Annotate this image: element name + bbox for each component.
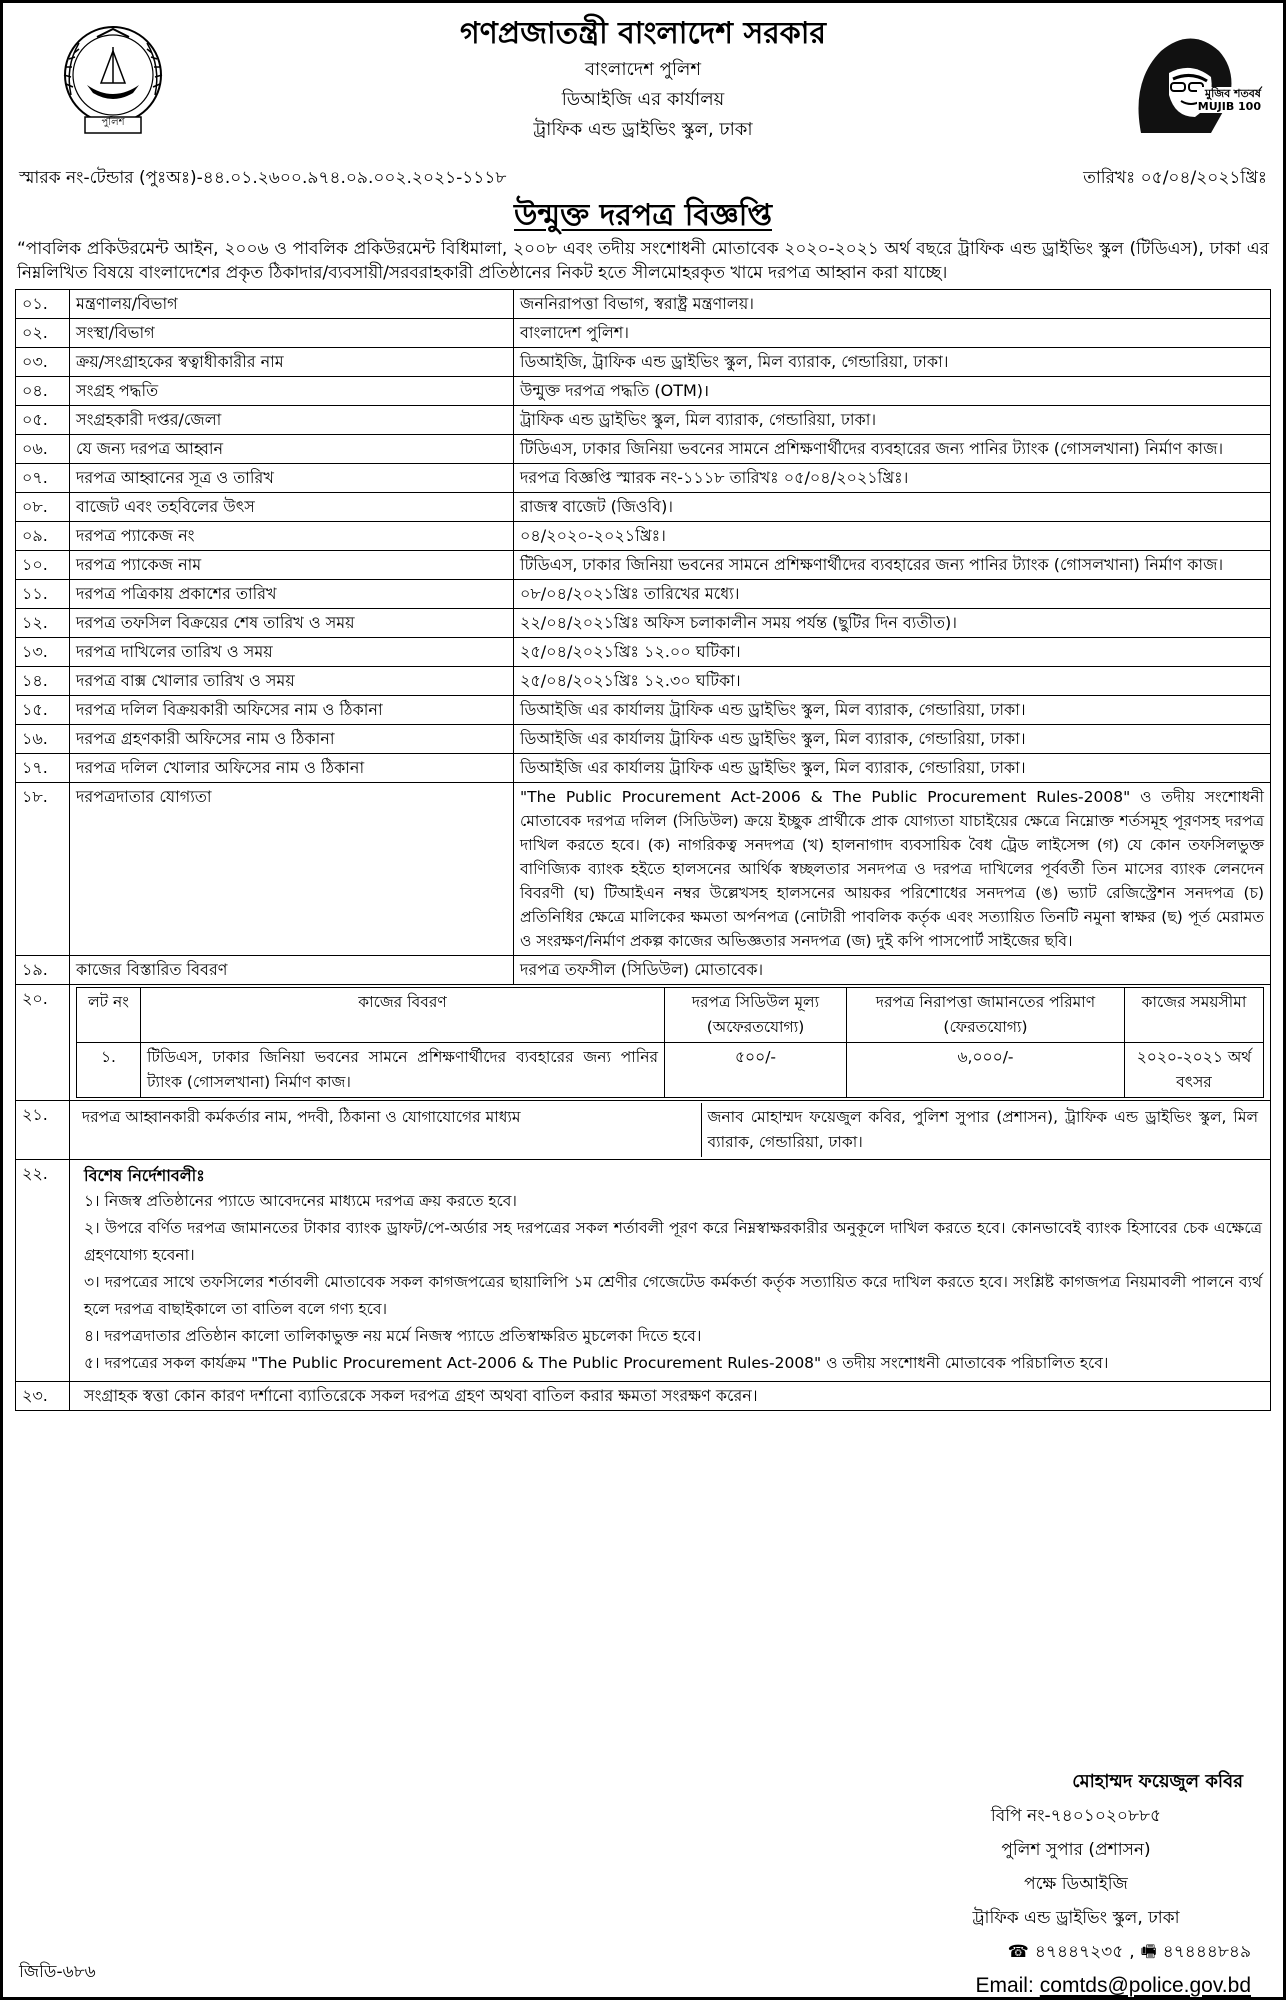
- row-label: দরপত্র গ্রহণকারী অফিসের নাম ও ঠিকানা: [70, 725, 514, 754]
- instruction-item: ৪। দরপত্রদাতার প্রতিষ্ঠান কালো তালিকাভুক্ত নয় মর্মে নিজস্ব প্যাডে প্রতিস্বাক্ষরিত মুচলেকা দিতে হবে।: [84, 1327, 702, 1345]
- row-value: ডিআইজি এর কার্যালয় ট্রাফিক এন্ড ড্রাইভিং স্কুল, মিল ব্যারাক, গেন্ডারিয়া, ঢাকা।: [514, 696, 1271, 725]
- row-value: ০৪/২০২০-২০২১খ্রিঃ।: [514, 522, 1271, 551]
- row-value: ২৫/০৪/২০২১খ্রিঃ ১২.০০ ঘটিকা।: [514, 638, 1271, 667]
- police-name: বাংলাদেশ পুলিশ: [584, 59, 702, 80]
- notice-title: উন্মুক্ত দরপত্র বিজ্ঞপ্তি: [513, 198, 772, 233]
- table-row: [16, 290, 1271, 319]
- row-value: ডিআইজি এর কার্যালয় ট্রাফিক এন্ড ড্রাইভিং স্কুল, মিল ব্যারাক, গেন্ডারিয়া, ঢাকা।: [514, 754, 1271, 783]
- row-number: ০২.: [16, 319, 70, 348]
- row-value: উন্মুক্ত দরপত্র পদ্ধতি (OTM)।: [514, 377, 1271, 406]
- row-number: ১১.: [16, 580, 70, 609]
- table-row: [16, 348, 1271, 377]
- row-value: বাংলাদেশ পুলিশ।: [514, 319, 1271, 348]
- table-row: [16, 377, 1271, 406]
- time-limit: ২০২০-২০২১ অর্থ বৎসর: [1125, 1043, 1264, 1098]
- lot-table: [76, 987, 1264, 1098]
- row-number: ১২.: [16, 609, 70, 638]
- lot-header-row: [77, 988, 1264, 1043]
- row-value: টিডিএস, ঢাকার জিনিয়া ভবনের সামনে প্রশিক্ষণার্থীদের ব্যবহারের জন্য পানির ট্যাংক (গোসলখানা) নির্মাণ কাজ।: [514, 551, 1271, 580]
- row-number: ১৮.: [16, 783, 70, 956]
- row-label: দরপত্র তফসিল বিক্রয়ের শেষ তারিখ ও সময়: [70, 609, 514, 638]
- table-row: [16, 319, 1271, 348]
- row-number: ০৪.: [16, 377, 70, 406]
- instruction-item: ৩। দরপত্রের সাথে তফসিলের শর্তাবলী মোতাবেক সকল কাগজপত্রের ছায়ালিপি ১ম শ্রেণীর গেজেটেড কর্মকর্তা কর্তৃক সত্যায়িত করে দাখিল করতে হবে। সংশ্লিষ্ট কাগজপত্র নিয়মাবলী পালনে ব্যর্থ হলে দরপত্র বাছাইকালে তা বাতিল বলে গণ্য হবে।: [84, 1273, 1262, 1318]
- reference-row: [19, 165, 1267, 193]
- signatory-behalf: পক্ষে ডিআইজি: [1024, 1874, 1128, 1894]
- row-value: ০৮/০৪/২০২১খ্রিঃ তারিখের মধ্যে।: [514, 580, 1271, 609]
- email-link[interactable]: comtds@police.gov.bd: [1039, 1974, 1251, 1997]
- tender-rows-tail: [16, 985, 1271, 1411]
- row-label: বাজেট এবং তহবিলের উৎস: [70, 493, 514, 522]
- fax-icon: 🖷: [1140, 1942, 1157, 1962]
- row-number: ২১.: [16, 1101, 70, 1160]
- row-label: দরপত্র বাক্স খোলার তারিখ ও সময়: [70, 667, 514, 696]
- letterhead: [15, 13, 1271, 188]
- row-number: ০৬.: [16, 435, 70, 464]
- table-row: [16, 609, 1271, 638]
- officer-table: [76, 1103, 1264, 1157]
- table-row: [16, 435, 1271, 464]
- row-number: ১৭.: [16, 754, 70, 783]
- row-number: ০৭.: [16, 464, 70, 493]
- table-row: [16, 696, 1271, 725]
- row-number: ১৯.: [16, 956, 70, 985]
- special-instructions: [70, 1160, 1271, 1382]
- special-instructions-title: বিশেষ নির্দেশাবলীঃ: [84, 1166, 205, 1185]
- signatory-designation: পুলিশ সুপার (প্রশাসন): [1001, 1840, 1151, 1860]
- row-label: দরপত্র আহ্বানকারী কর্মকর্তার নাম, পদবী, ঠিকানা ও যোগাযোগের মাধ্যম: [76, 1103, 701, 1157]
- row-number: ২৩.: [16, 1382, 70, 1411]
- table-row: [16, 725, 1271, 754]
- row-value: ট্রাফিক এন্ড ড্রাইভিং স্কুল, মিল ব্যারাক, গেন্ডারিয়া, ঢাকা।: [514, 406, 1271, 435]
- row-number: ১৩.: [16, 638, 70, 667]
- row-number: ০৮.: [16, 493, 70, 522]
- row-label: দরপত্র প্যাকেজ নাম: [70, 551, 514, 580]
- table-row: [16, 956, 1271, 985]
- row-label: দরপত্র প্যাকেজ নং: [70, 522, 514, 551]
- office-name: ডিআইজি এর কার্যালয়: [561, 89, 725, 110]
- row-value: "The Public Procurement Act-2006 & The Public Procurement Rules-2008" ও তদীয় সংশোধনী মোতাবেক দরপত্র দলিল (সিডিউল) ক্রয়ে ইচ্ছুক প্রার্থীকে প্রাক যোগ্যতা যাচাইয়ের ক্ষেত্রে নিম্নোক্ত শর্তসমূহ পূরণসহ দরপত্র দাখিল করতে হবে। (ক) নাগরিকত্ব সনদপত্র (খ) হালনাগাদ ব্যবসায়িক বৈধ ট্রেড লাইসেন্স (গ) যে কোন তফসিলভুক্ত বাণিজ্যিক ব্যাংক হইতে হালসনের আর্থিক স্বচ্ছলতার সনদপত্র ও দরপত্র দাখিলের পূর্ববর্তী তিন মাসের ব্যাংক লেনদেন বিবরণী (ঘ) টিআইএন নম্বর উল্লেখসহ হালসনের আয়কর পরিশোধের সনদপত্র (ঙ) ভ্যাট রেজিস্ট্রেশন সনদপত্র (চ) প্রতিনিধির ক্ষেত্রে মালিকের ক্ষমতা অর্পনপত্র (নোটারী পাবলিক কর্তৃক এবং সত্যায়িত তিনটি নমুনা স্বাক্ষর (ছ) পূর্ত মেরামত ও সংরক্ষণ/নির্মাণ প্রকল্প কাজের অভিজ্ঞতার সনদপত্র (জ) দুই কপি পাসপোর্ট সাইজের ছবি।: [514, 783, 1271, 956]
- table-row: [16, 522, 1271, 551]
- row-number: ১০.: [16, 551, 70, 580]
- lot-header-lot-no: লট নং: [77, 988, 141, 1043]
- table-row: [16, 754, 1271, 783]
- email-line: [781, 1969, 1261, 2000]
- signatory-bp: বিপি নং-৭৪০১০২০৮৮৫: [990, 1806, 1162, 1826]
- contact-line: [781, 1935, 1261, 1969]
- row-number: ০৩.: [16, 348, 70, 377]
- row-number: ১৬.: [16, 725, 70, 754]
- instruction-item: ১। নিজস্ব প্রতিষ্ঠানের প্যাডে আবেদনের মাধ্যমে দরপত্র ক্রয় করতে হবে।: [84, 1192, 517, 1210]
- gd-number: জিডি-৬৮৬: [19, 1962, 96, 1982]
- phone-number: ৪৭৪৪৭২৩৫: [1034, 1942, 1124, 1962]
- signatory-office: ট্রাফিক এন্ড ড্রাইভিং স্কুল, ঢাকা: [972, 1908, 1180, 1928]
- officer-cell: [70, 1101, 1271, 1160]
- row-number: ০৫.: [16, 406, 70, 435]
- row-label: দরপত্র দলিল খোলার অফিসের নাম ও ঠিকানা: [70, 754, 514, 783]
- row-value: টিডিএস, ঢাকার জিনিয়া ভবনের সামনে প্রশিক্ষণার্থীদের ব্যবহারের জন্য পানির ট্যাংক (গোসলখানা) নির্মাণ কাজ।: [514, 435, 1271, 464]
- intro-paragraph: “পাবলিক প্রকিউরমেন্ট আইন, ২০০৬ ও পাবলিক প্রকিউরমেন্ট বিধিমালা, ২০০৮ এবং তদীয় সংশোধনী মোতাবেক ২০২০-২০২১ অর্থ বছরে ট্রাফিক এন্ড ড্রাইভিং স্কুল (টিডিএস), ঢাকা এর নিম্নলিখিত বিষয়ে বাংলাদেশের প্রকৃত ঠিকাদার/ব্যবসায়ী/সরবরাহকারী প্রতিষ্ঠানের নিকট হতে সীলমোহরকৃত খামে দরপত্র আহ্বান করা যাচ্ছে।: [17, 239, 1269, 283]
- row-label: যে জন্য দরপত্র আহ্বান: [70, 435, 514, 464]
- table-row: [16, 638, 1271, 667]
- row-label: সংস্থা/বিভাগ: [70, 319, 514, 348]
- row-label: কাজের বিস্তারিত বিবরণ: [70, 956, 514, 985]
- row-label: দরপত্র দাখিলের তারিখ ও সময়: [70, 638, 514, 667]
- row-value: ২৫/০৪/২০২১খ্রিঃ ১২.৩০ ঘটিকা।: [514, 667, 1271, 696]
- table-row: [16, 1101, 1271, 1160]
- row-number: ০৯.: [16, 522, 70, 551]
- row-label: দরপত্র দলিল বিক্রয়কারী অফিসের নাম ও ঠিকানা: [70, 696, 514, 725]
- lot-number: ১.: [77, 1043, 141, 1098]
- mujib-logo: [1111, 21, 1261, 141]
- table-row: [16, 580, 1271, 609]
- tender-rows: [16, 290, 1271, 985]
- row-value: দরপত্র বিজ্ঞপ্তি স্মারক নং-১১১৮ তারিখঃ ০৫/০৪/২০২১খ্রিঃ।: [514, 464, 1271, 493]
- fax-number: ৪৭৪৪৪৮৪৯: [1162, 1942, 1251, 1962]
- row-number: ২২.: [16, 1160, 70, 1382]
- memo-number: স্মারক নং-টেন্ডার (পুঃঅঃ)-৪৪.০১.২৬০০.৯৭৪.০৯.০০২.২০২১-১১১৮: [19, 168, 507, 188]
- phone-icon: ☎: [1007, 1942, 1029, 1962]
- row-number: ০১.: [16, 290, 70, 319]
- row-label: দরপত্র পত্রিকায় প্রকাশের তারিখ: [70, 580, 514, 609]
- mujib-portrait-icon: [1111, 21, 1261, 141]
- table-row: [16, 985, 1271, 1101]
- instruction-item: ৫। দরপত্রের সকল কার্যক্রম "The Public Procurement Act-2006 & The Public Procurement Rules-2008" ও তদীয় সংশোধনী মোতাবেক পরিচালিত হবে।: [84, 1354, 1109, 1372]
- lot-header-schedule-price: দরপত্র সিডিউল মূল্য (অফেরতযোগ্য): [665, 988, 847, 1043]
- security-amount: ৬,০০০/-: [847, 1043, 1125, 1098]
- table-row: [16, 1160, 1271, 1382]
- row-number: ২০.: [16, 985, 70, 1101]
- lot-header-security-amount: দরপত্র নিরাপত্তা জামানতের পরিমাণ (ফেরতযোগ্য): [847, 988, 1125, 1043]
- tender-details-table: [15, 289, 1271, 1411]
- email-label: Email:: [975, 1974, 1034, 1997]
- row-label: সংগ্রহ পদ্ধতি: [70, 377, 514, 406]
- row-value: জননিরাপত্তা বিভাগ, স্বরাষ্ট্র মন্ত্রণালয়।: [514, 290, 1271, 319]
- row-number: ১৪.: [16, 667, 70, 696]
- lot-header-description: কাজের বিবরণ: [141, 988, 665, 1043]
- instruction-item: ২। উপরে বর্ণিত দরপত্র জামানতের টাকার ব্যাংক ড্রাফট/পে-অর্ডার সহ দরপত্রের সকল শর্তাবলী পূরণ করে নিম্নস্বাক্ষরকারীর অনুকূলে দাখিল করতে হবে। কোনভাবেই ব্যাংক হিসাবের চেক এক্ষেত্রে গ্রহণযোগ্য হবেনা।: [84, 1219, 1262, 1264]
- row-value: জনাব মোহাম্মদ ফয়েজুল কবির, পুলিশ সুপার (প্রশাসন), ট্রাফিক এন্ড ড্রাইভিং স্কুল, মিল ব্যারাক, গেন্ডারিয়া, ঢাকা।: [701, 1103, 1264, 1157]
- row-number: ১৫.: [16, 696, 70, 725]
- row-value: ২২/০৪/২০২১খ্রিঃ অফিস চলাকালীন সময় পর্যন্ত (ছুটির দিন ব্যতীত)।: [514, 609, 1271, 638]
- table-row: [16, 464, 1271, 493]
- table-row: [16, 493, 1271, 522]
- row-label: দরপত্রদাতার যোগ্যতা: [70, 783, 514, 956]
- emblem-caption: পুলিশ: [101, 117, 125, 128]
- govt-title: গণপ্রজাতন্ত্রী বাংলাদেশ সরকার: [460, 16, 826, 51]
- lot-header-time-limit: কাজের সময়সীমা: [1125, 988, 1264, 1043]
- lot-description: টিডিএস, ঢাকার জিনিয়া ভবনের সামনে প্রশিক্ষণার্থীদের ব্যবহারের জন্য পানির ট্যাংক (গোসলখানা) নির্মাণ কাজ।: [141, 1043, 665, 1098]
- contact-separator: ,: [1129, 1942, 1135, 1962]
- lot-data-row: [77, 1043, 1264, 1098]
- schedule-price: ৫০০/-: [665, 1043, 847, 1098]
- row-label: ক্রয়/সংগ্রাহকের স্বত্বাধীকারীর নাম: [70, 348, 514, 377]
- row-value: দরপত্র তফসীল (সিডিউল) মোতাবেক।: [514, 956, 1271, 985]
- school-name: ট্রাফিক এন্ড ড্রাইভিং স্কুল, ঢাকা: [533, 119, 753, 140]
- mujib-logo-text: মুজিব শতবর্ষ MUJIB 100: [1197, 87, 1261, 113]
- table-row: [16, 406, 1271, 435]
- row-value: ডিআইজি, ট্রাফিক এন্ড ড্রাইভিং স্কুল, মিল ব্যারাক, গেন্ডারিয়া, ঢাকা।: [514, 348, 1271, 377]
- signature-block: [781, 1765, 1261, 2000]
- table-row: [16, 783, 1271, 956]
- row-value: সংগ্রাহক স্বত্তা কোন কারণ দর্শানো ব্যাতিরেকে সকল দরপত্র গ্রহণ অথবা বাতিল করার ক্ষমতা সংরক্ষণ করেন।: [70, 1382, 1271, 1411]
- notice-date: তারিখঃ ০৫/০৪/২০২১খ্রিঃ: [1083, 168, 1267, 188]
- table-row: [16, 1382, 1271, 1411]
- table-row: [16, 551, 1271, 580]
- row-value: ডিআইজি এর কার্যালয় ট্রাফিক এন্ড ড্রাইভিং স্কুল, মিল ব্যারাক, গেন্ডারিয়া, ঢাকা।: [514, 725, 1271, 754]
- lot-table-cell: [70, 985, 1271, 1101]
- signatory-name: মোহাম্মদ ফয়েজুল কবির: [1072, 1771, 1243, 1792]
- row-label: দরপত্র আহ্বানের সূত্র ও তারিখ: [70, 464, 514, 493]
- row-label: সংগ্রহকারী দপ্তর/জেলা: [70, 406, 514, 435]
- table-row: [16, 667, 1271, 696]
- row-label: মন্ত্রণালয়/বিভাগ: [70, 290, 514, 319]
- row-value: রাজস্ব বাজেট (জিওবি)।: [514, 493, 1271, 522]
